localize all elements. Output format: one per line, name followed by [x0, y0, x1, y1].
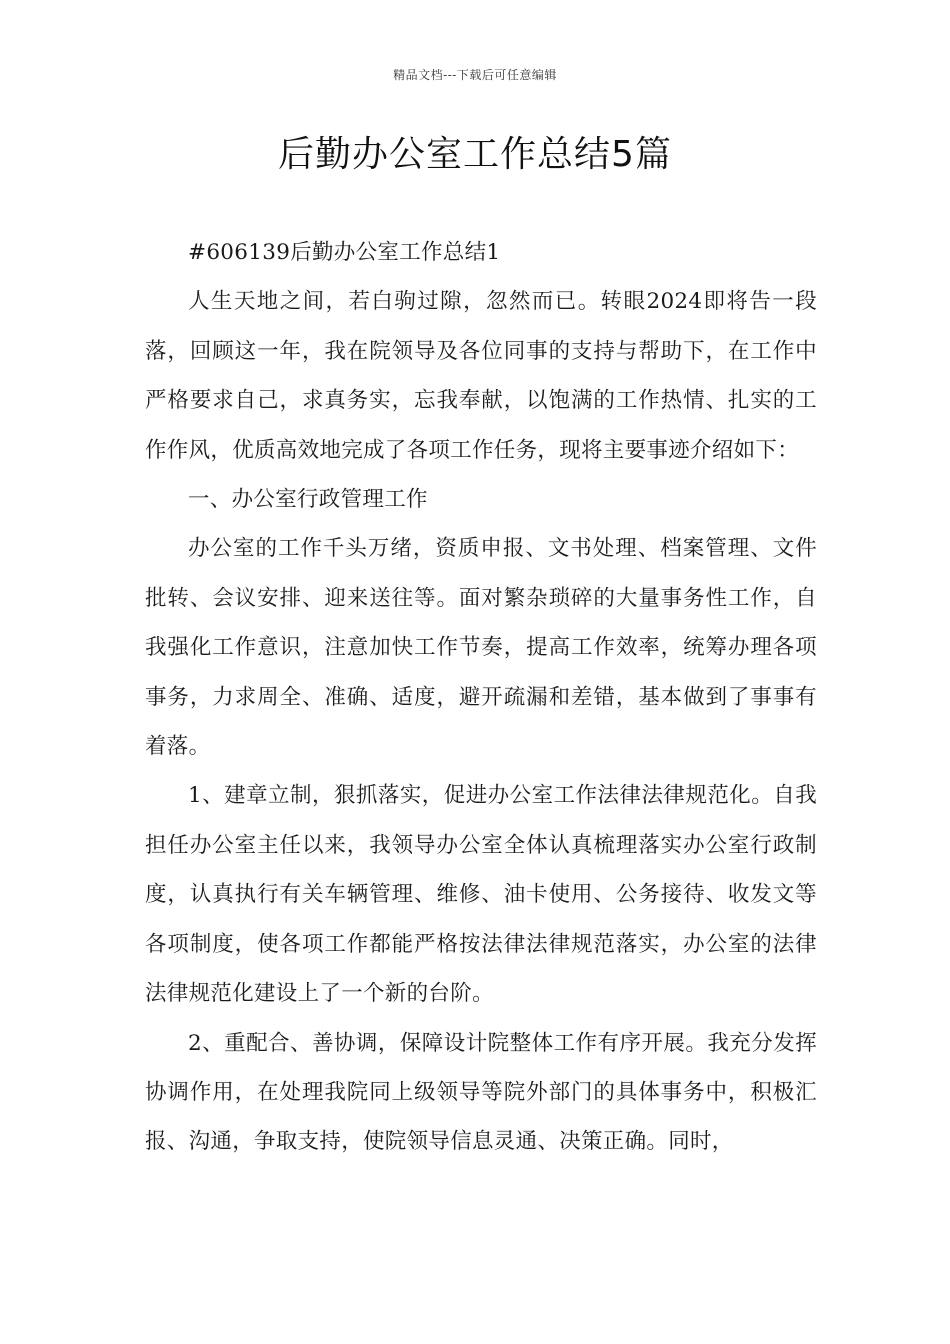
paragraph-admin: 办公室的工作千头万绪，资质申报、文书处理、档案管理、文件批转、会议安排、迎来送往等。面对繁杂琐碎的大量事务性工作，自我强化工作意识，注意加快工作节奏，提高工作效率，统筹办理各项事务，力求周全、准确、适度，避开疏漏和差错，基本做到了事事有着落。 — [145, 536, 817, 760]
document-title: 后勤办公室工作总结5篇 — [278, 134, 672, 175]
header-note: 精品文档---下载后可任意编辑 — [393, 68, 557, 82]
section-heading: #606139后勤办公室工作总结1 — [188, 240, 501, 265]
paragraph-intro: 人生天地之间，若白驹过隙，忽然而已。转眼2024即将告一段落，回顾这一年，我在院领导及各位同事的支持与帮助下，在工作中严格要求自己，求真务实，忘我奉献，以饱满的工作热情、扎实的工作作风，优质高效地完成了各项工作任务，现将主要事迹介绍如下： — [145, 289, 817, 463]
paragraph-rules: 1、建章立制，狠抓落实，促进办公室工作法律法律规范化。自我担任办公室主任以来，我领导办公室全体认真梳理落实办公室行政制度，认真执行有关车辆管理、维修、油卡使用、公务接待、收发文等各项制度，使各项工作都能严格按法律法律规范落实，办公室的法律法律规范化建设上了一个新的台阶。 — [145, 783, 817, 1007]
document-body — [145, 228, 817, 1167]
section-heading-admin: 一、办公室行政管理工作 — [188, 487, 428, 513]
paragraph-coordination: 2、重配合、善协调，保障设计院整体工作有序开展。我充分发挥协调作用，在处理我院同上级领导等院外部门的具体事务中，积极汇报、沟通，争取支持，使院领导信息灵通、决策正确。同时， — [145, 1030, 817, 1155]
